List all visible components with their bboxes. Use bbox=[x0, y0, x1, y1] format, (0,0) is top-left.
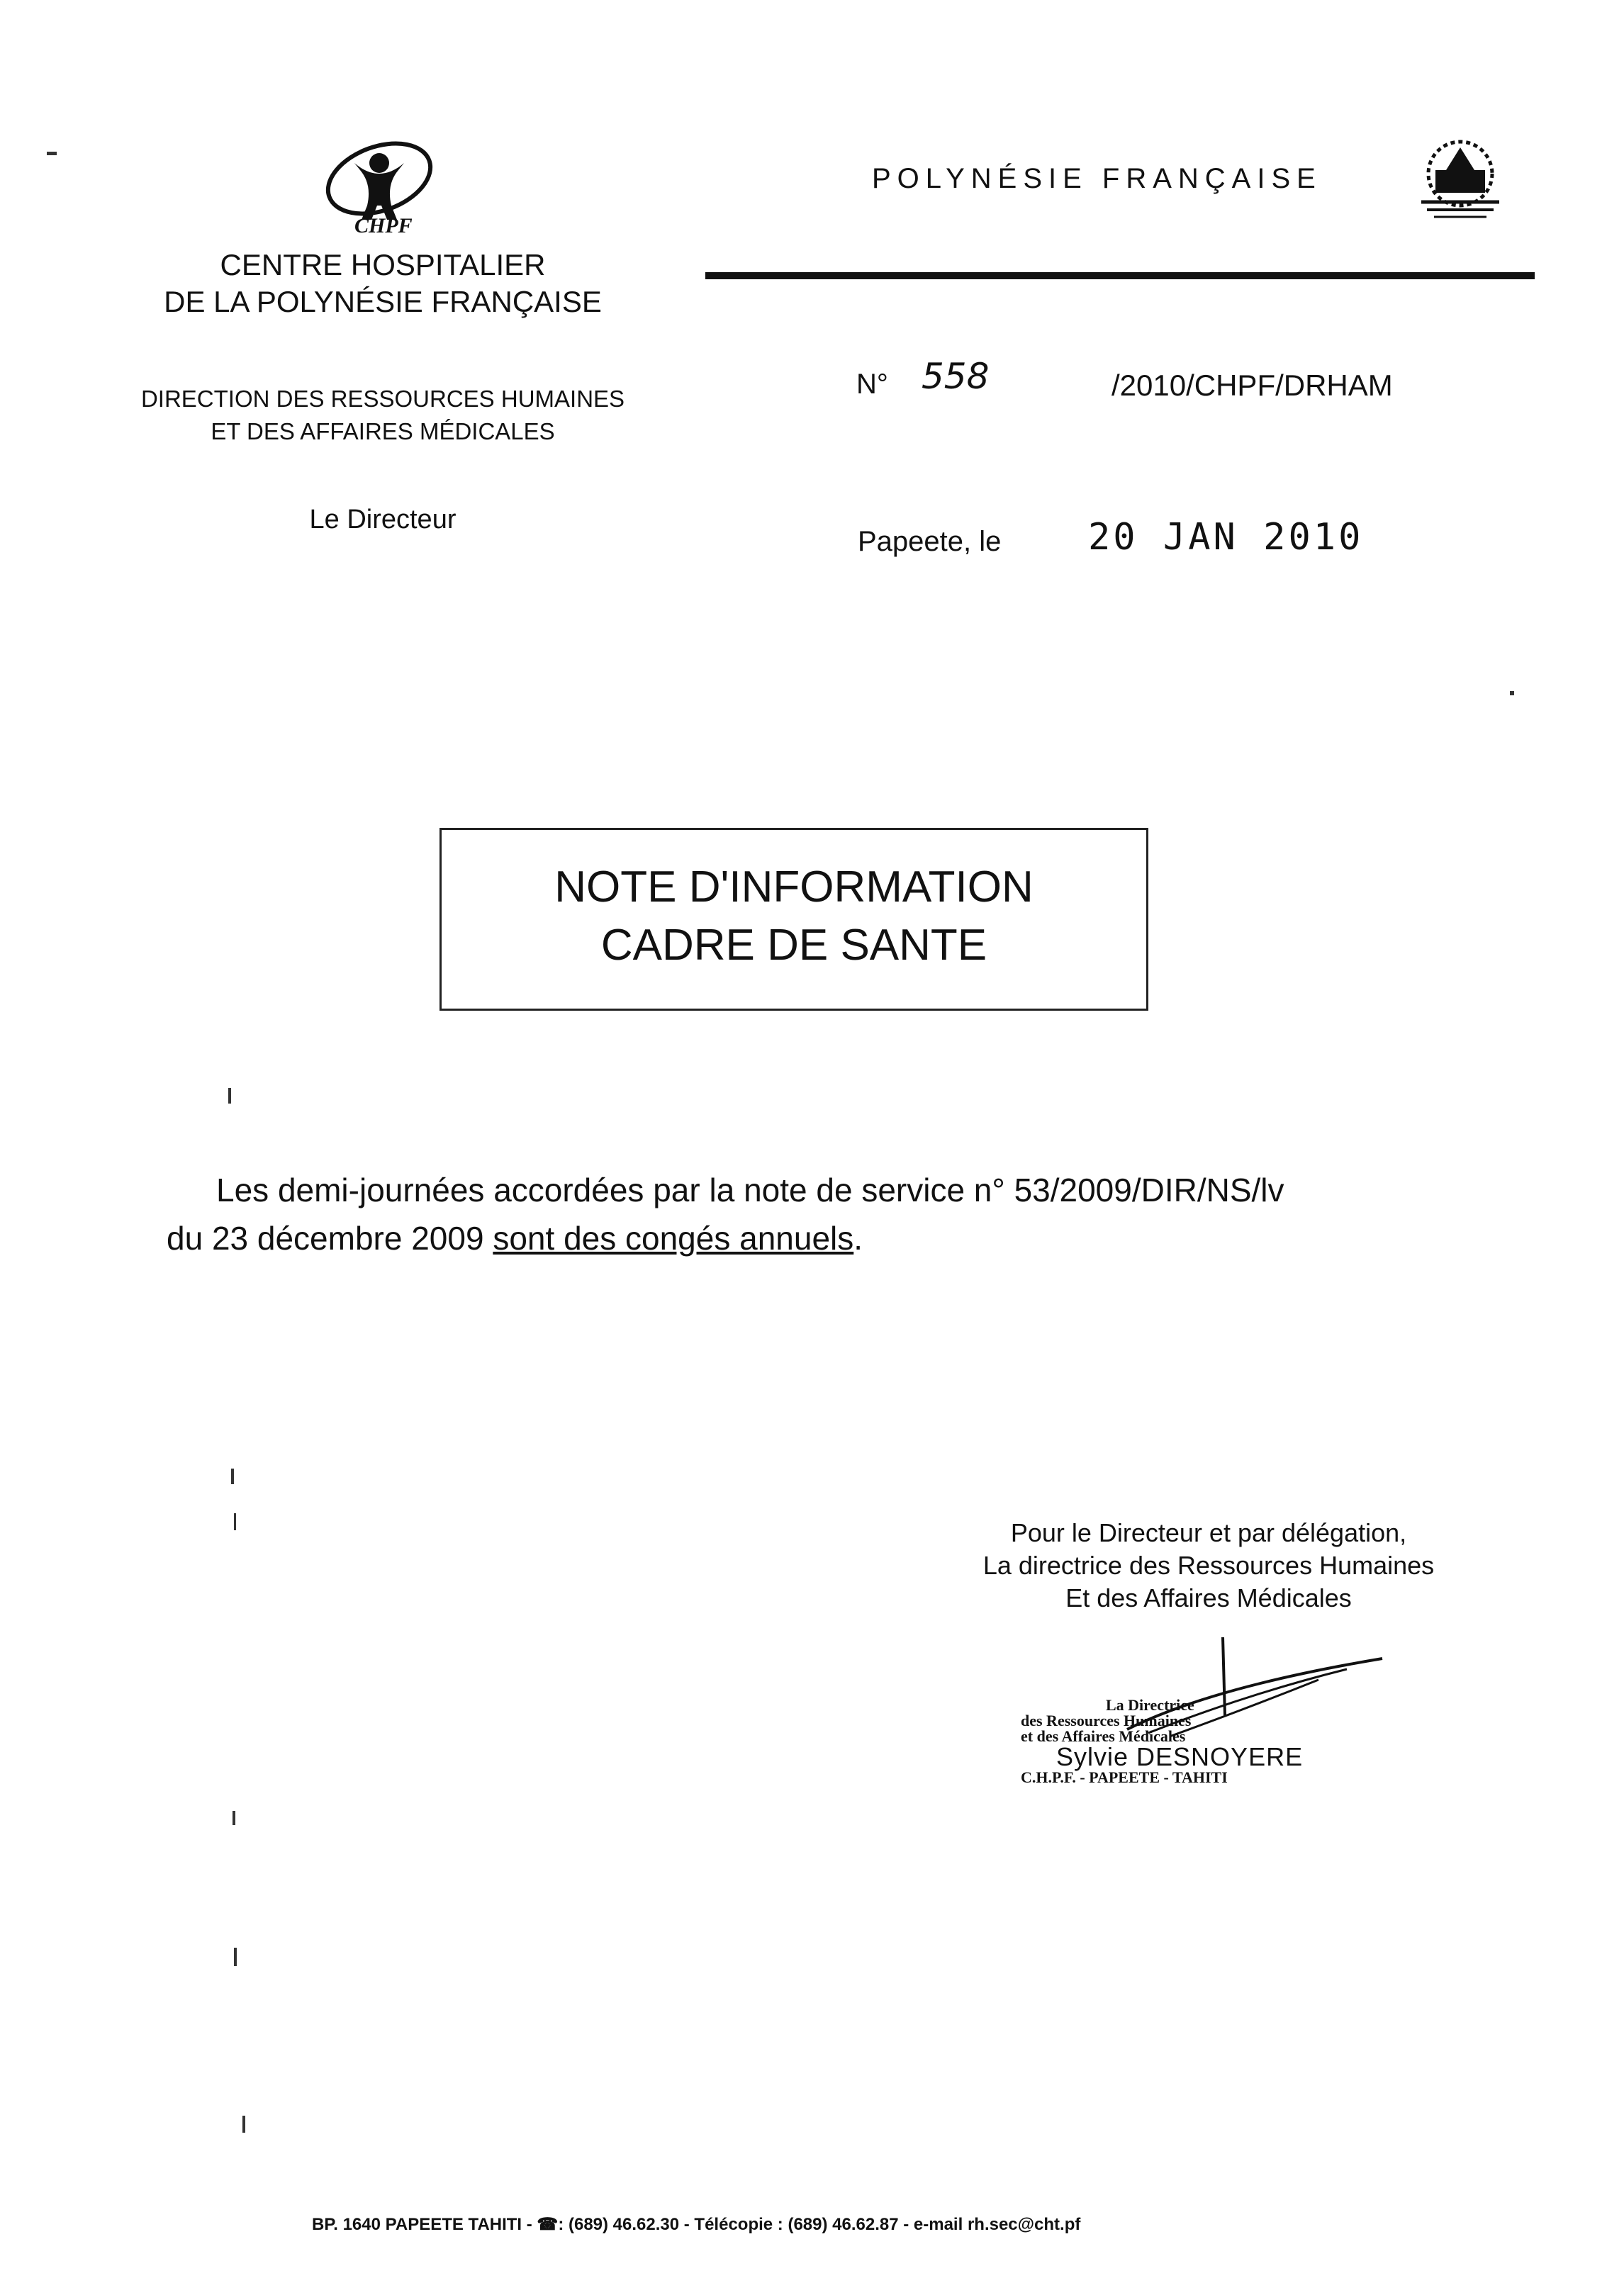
body-line2-suffix: . bbox=[853, 1220, 863, 1257]
director-role: Le Directeur bbox=[309, 505, 457, 534]
org-name-line1: CENTRE HOSPITALIER bbox=[220, 248, 546, 281]
svg-text:CHPF: CHPF bbox=[354, 214, 413, 237]
signature-block bbox=[914, 1517, 1503, 1615]
document-title-line1: NOTE D'INFORMATION bbox=[554, 863, 1034, 911]
place-label: Papeete, le bbox=[858, 526, 1002, 557]
scan-speck bbox=[228, 1088, 231, 1104]
scan-speck bbox=[47, 152, 57, 155]
stamp-line1: La Directrice bbox=[1106, 1696, 1194, 1714]
chpf-logo bbox=[312, 135, 447, 241]
department-line2: ET DES AFFAIRES MÉDICALES bbox=[211, 418, 555, 444]
header-divider bbox=[705, 272, 1535, 279]
signature-line3: Et des Affaires Médicales bbox=[1065, 1583, 1352, 1612]
org-name-line2: DE LA POLYNÉSIE FRANÇAISE bbox=[164, 285, 602, 318]
body-line2 bbox=[167, 1214, 1513, 1262]
chpf-logo-icon bbox=[312, 135, 447, 241]
scan-speck bbox=[233, 1811, 235, 1825]
scan-speck bbox=[234, 1513, 236, 1530]
body-emphasis: sont des congés annuels bbox=[493, 1220, 854, 1257]
official-stamp bbox=[1021, 1698, 1361, 1785]
scan-speck bbox=[1510, 691, 1514, 695]
stamp-line4: C.H.P.F. - PAPEETE - TAHITI bbox=[1021, 1768, 1228, 1786]
document-title-box bbox=[439, 828, 1148, 1011]
territory-emblem bbox=[1407, 135, 1513, 227]
signature-line1: Pour le Directeur et par délégation, bbox=[1010, 1518, 1407, 1547]
organization-name bbox=[92, 247, 673, 320]
document-title-line2: CADRE DE SANTE bbox=[600, 921, 987, 970]
body-line1: Les demi-journées accordées par la note de service n° 53/2009/DIR/NS/lv bbox=[216, 1172, 1284, 1208]
reference-number-value: 558 bbox=[922, 356, 990, 397]
region-name: POLYNÉSIE FRANÇAISE bbox=[872, 163, 1322, 194]
reference-suffix: /2010/CHPF/DRHAM bbox=[1111, 369, 1393, 402]
stamp-signatory-name: Sylvie DESNOYERE bbox=[1056, 1742, 1304, 1771]
body-line2-prefix: du 23 décembre 2009 bbox=[167, 1220, 493, 1257]
scan-speck bbox=[234, 1948, 237, 1966]
scan-speck bbox=[242, 2116, 245, 2133]
emblem-icon bbox=[1407, 135, 1513, 227]
stamp-line2: des Ressources Humaines bbox=[1021, 1712, 1192, 1729]
footer-contact: BP. 1640 PAPEETE TAHITI - ☎: (689) 46.62.30 - Télécopie : (689) 46.62.87 - e-mail rh.sec@cht.pf bbox=[312, 2215, 1081, 2234]
signature-line2: La directrice des Ressources Humaines bbox=[982, 1551, 1435, 1580]
scan-speck bbox=[231, 1469, 234, 1484]
stamp-line3: et des Affaires Médicales bbox=[1021, 1727, 1186, 1745]
reference-number-label: N° bbox=[856, 369, 888, 400]
date-stamp: 20 JAN 2010 bbox=[1088, 516, 1364, 559]
body-paragraph bbox=[167, 1166, 1513, 1262]
department-line1: DIRECTION DES RESSOURCES HUMAINES bbox=[140, 386, 625, 412]
department-name bbox=[92, 383, 673, 448]
